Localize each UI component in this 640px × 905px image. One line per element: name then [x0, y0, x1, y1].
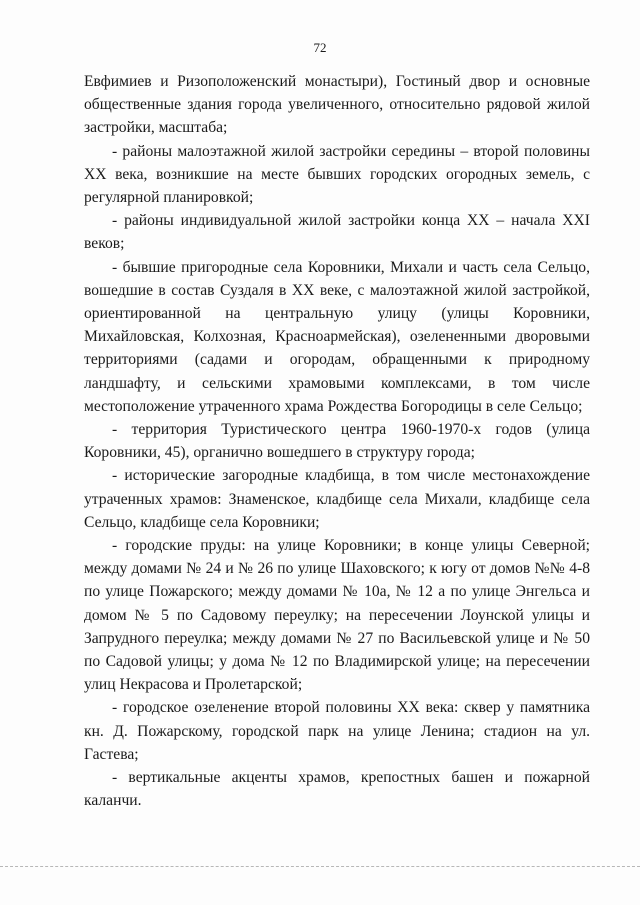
- page-number: 72: [313, 40, 327, 55]
- list-item-vertical-accents: - вертикальные акценты храмов, крепостных башен и пожарной каланчи.: [84, 769, 590, 810]
- paragraph-continuation: Евфимиев и Ризоположенский монастыри), Гостиный двор и основные общественные здания города увеличенного, относительно рядовой жилой застройки, масштаба;: [84, 73, 590, 137]
- list-item-individual-housing: - районы индивидуальной жилой застройки конца XX – начала XXI веков;: [84, 212, 590, 253]
- document-body: [84, 70, 590, 813]
- list-item-midcentury-districts: - районы малоэтажной жилой застройки середины – второй половины XX века, возникшие на месте бывших городских огородных земель, с регулярной планировкой;: [84, 142, 590, 207]
- list-item-cemeteries: - исторические загородные кладбища, в том числе местонахождение утраченных храмов: Знаменское, кладбище села Михали, кладбище села Сельцо, кладбище села Коровники;: [84, 467, 590, 531]
- list-item-ponds: - городские пруды: на улице Коровники; в конце улицы Северной; между домами № 24 и № 26 по улице Шаховского; к югу от домов №№ 4-8 по улице Пожарского; между домами № 10а, № 12 а по улице Энгельса и домом № 5 по Садовому переулку; на пересечении Лоунской улицы и Запрудного переулка; между домами № 27 по Васильевской улице и № 50 по Садовой улицы; у дома № 12 по Владимирской улице; на пересечении улиц Некрасова и Пролетарской;: [84, 537, 590, 694]
- list-item-tourist-center: - территория Туристического центра 1960-1970-х годов (улица Коровники, 45), органично вошедшего в структуру города;: [84, 421, 590, 462]
- scan-bottom-line: [0, 866, 640, 867]
- list-item-greenery: - городское озеленение второй половины XX века: сквер у памятника кн. Д. Пожарскому, городской парк на улице Ленина; стадион на ул. Гастева;: [84, 699, 590, 763]
- list-item-former-villages: - бывшие пригородные села Коровники, Михали и часть села Сельцо, вошедшие в состав Суздаля в XX веке, с малоэтажной жилой застройкой, ориентированной на центральную улицу (улицы Коровники, Михайловская, Колхозная, Красноармейская), озелененными дворовыми территориями (садами и огородам, обращенными к природному ландшафту, и сельскими храмовыми комплексами, в том числе местоположение утраченного храма Рождества Богородицы в селе Сельцо;: [84, 258, 590, 415]
